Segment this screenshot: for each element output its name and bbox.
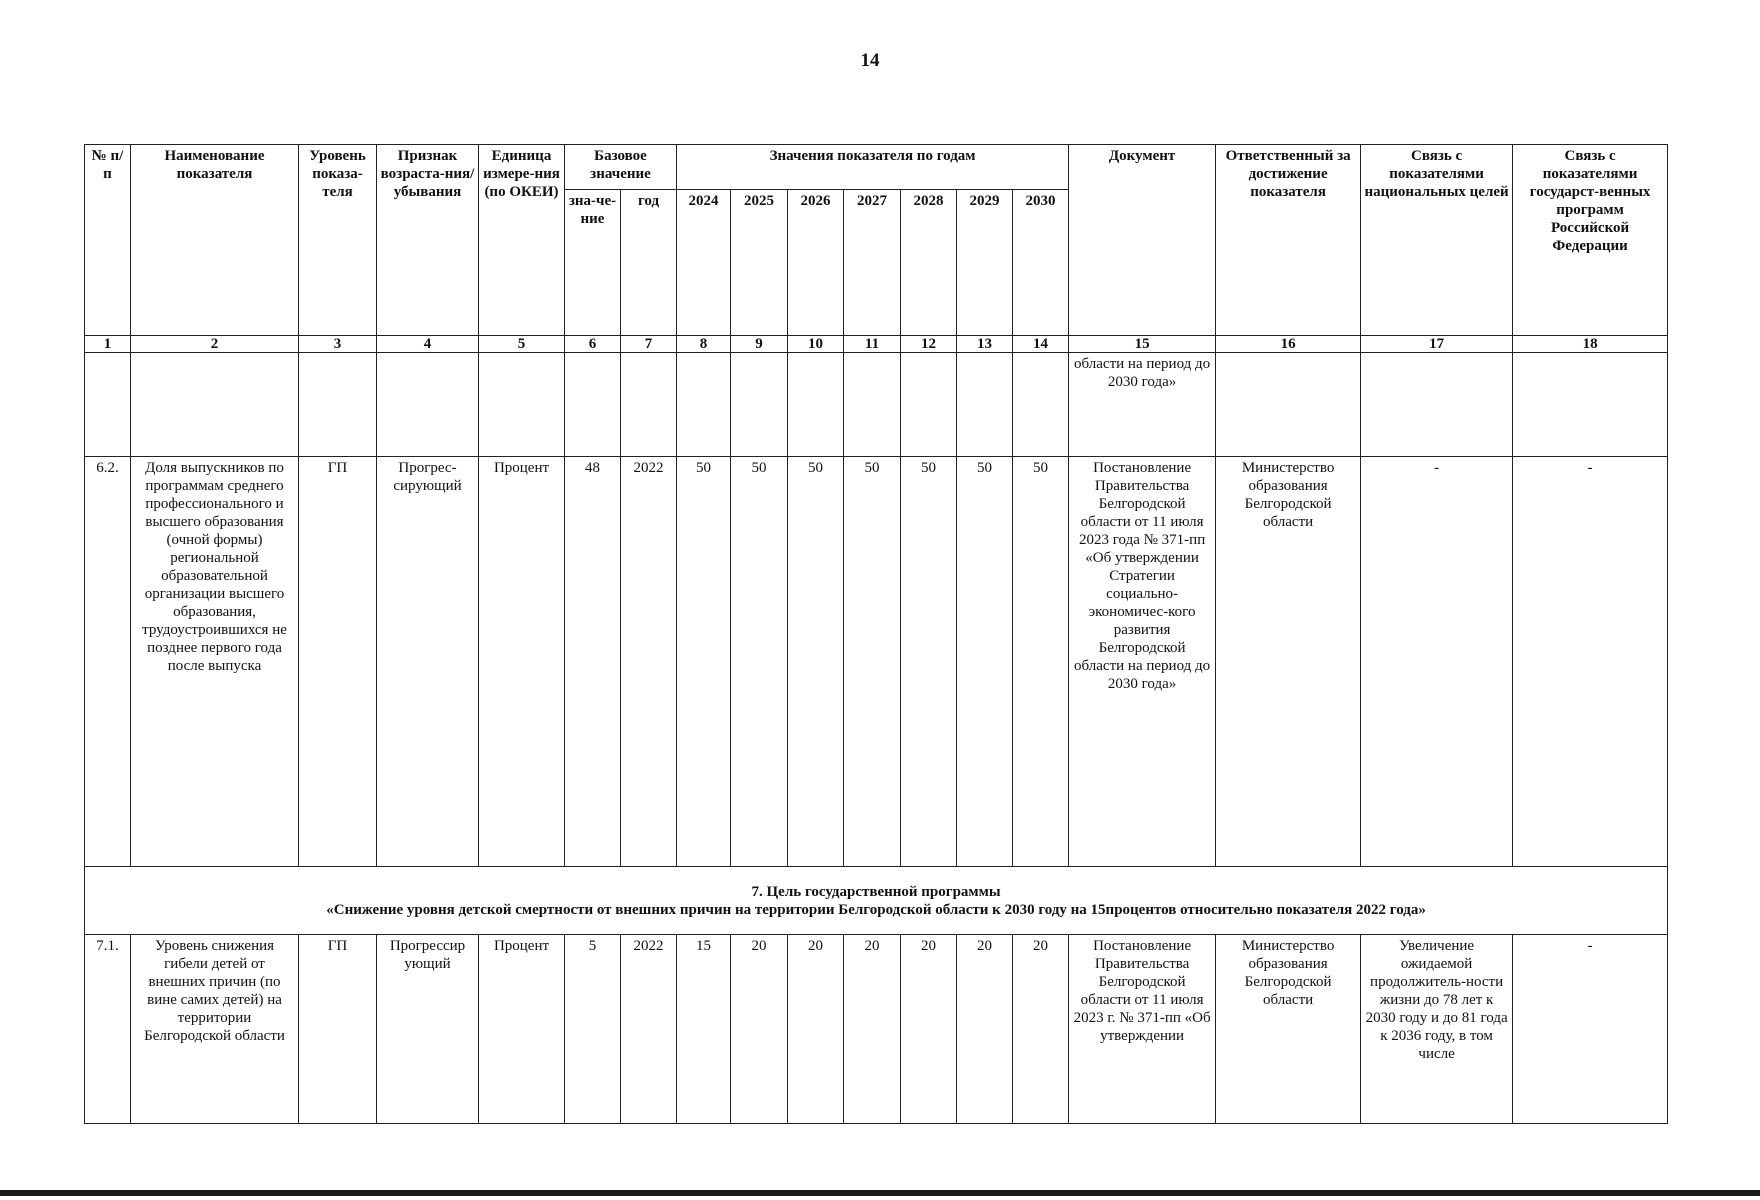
responsible-cell: Министерство образования Белгородской области (1216, 457, 1361, 867)
year-value: 50 (957, 457, 1013, 867)
header-responsible: Ответственный за достижение показателя (1216, 145, 1361, 336)
column-number: 7 (621, 336, 677, 353)
table-cell (731, 353, 788, 457)
table-cell (377, 353, 479, 457)
goal-cell (85, 867, 1668, 935)
goal-title: 7. Цель государственной программы (751, 883, 1001, 900)
indicator-trend: Прогрес-сирующий (377, 457, 479, 867)
year-value: 50 (1013, 457, 1069, 867)
column-number: 13 (957, 336, 1013, 353)
header-state-programs: Связь с показателями государст-венных программ Российской Федерации (1513, 145, 1668, 336)
year-value: 50 (901, 457, 957, 867)
header-trend: Признак возраста-ния/ убывания (377, 145, 479, 336)
table-row (85, 935, 1668, 1124)
column-number: 5 (479, 336, 565, 353)
indicator-name: Уровень снижения гибели детей от внешних причин (по вине самих детей) на территории Белгородской области (131, 935, 299, 1124)
year-value: 20 (844, 935, 901, 1124)
header-name: Наименование показателя (131, 145, 299, 336)
year-value: 20 (901, 935, 957, 1124)
column-number: 3 (299, 336, 377, 353)
row-number: 7.1. (85, 935, 131, 1124)
column-number: 15 (1069, 336, 1216, 353)
column-number: 17 (1361, 336, 1513, 353)
national-goals-cell: Увеличение ожидаемой продолжитель-ности жизни до 78 лет к 2030 году и до 81 года к 2036 году, в том числе (1361, 935, 1513, 1124)
table-cell (1013, 353, 1069, 457)
document-cell: Постановление Правительства Белгородской области от 11 июля 2023 года № 371-пп «Об утверждении Стратегии социально-экономичес-кого развития Белгородской области на период до 2030 года» (1069, 457, 1216, 867)
table-cell (621, 353, 677, 457)
table-cell (788, 353, 844, 457)
indicator-trend: Прогрессир ующий (377, 935, 479, 1124)
column-number: 11 (844, 336, 901, 353)
base-year: 2022 (621, 935, 677, 1124)
state-programs-cell: - (1513, 935, 1668, 1124)
year-value: 50 (844, 457, 901, 867)
header-document: Документ (1069, 145, 1216, 336)
header-year: 2030 (1013, 190, 1069, 336)
table-cell (844, 353, 901, 457)
year-value: 15 (677, 935, 731, 1124)
table-cell (85, 353, 131, 457)
table-cell (131, 353, 299, 457)
table-cell (677, 353, 731, 457)
header-level: Уровень показа-теля (299, 145, 377, 336)
column-number: 18 (1513, 336, 1668, 353)
header-national-goals: Связь с показателями национальных целей (1361, 145, 1513, 336)
page-number: 14 (860, 50, 880, 71)
table-row (85, 353, 1668, 457)
header-year: 2028 (901, 190, 957, 336)
column-number: 14 (1013, 336, 1069, 353)
column-number: 10 (788, 336, 844, 353)
column-number-row (85, 336, 1668, 353)
base-value: 5 (565, 935, 621, 1124)
scan-edge-bar (0, 1190, 1760, 1196)
header-year: 2029 (957, 190, 1013, 336)
header-base-year: год (621, 190, 677, 336)
year-value: 20 (788, 935, 844, 1124)
header-base-value: зна-че-ние (565, 190, 621, 336)
base-value: 48 (565, 457, 621, 867)
year-value: 50 (788, 457, 844, 867)
indicator-unit: Процент (479, 935, 565, 1124)
year-value: 20 (957, 935, 1013, 1124)
state-programs-cell: - (1513, 457, 1668, 867)
row-number: 6.2. (85, 457, 131, 867)
header-no: № п/п (85, 145, 131, 336)
table-row (85, 457, 1668, 867)
document-cell: Постановление Правительства Белгородской области от 11 июля 2023 г. № 371-пп «Об утверждении (1069, 935, 1216, 1124)
column-number: 16 (1216, 336, 1361, 353)
year-value: 20 (731, 935, 788, 1124)
column-number: 2 (131, 336, 299, 353)
document-cell: области на период до 2030 года» (1069, 353, 1216, 457)
column-number: 4 (377, 336, 479, 353)
column-number: 1 (85, 336, 131, 353)
indicator-unit: Процент (479, 457, 565, 867)
table-cell (299, 353, 377, 457)
table-cell (1361, 353, 1513, 457)
column-number: 12 (901, 336, 957, 353)
header-year: 2024 (677, 190, 731, 336)
column-number: 9 (731, 336, 788, 353)
header-unit: Единица измере-ния (по ОКЕИ) (479, 145, 565, 336)
header-values-by-year: Значения показателя по годам (677, 145, 1069, 190)
indicators-table (84, 144, 1668, 1124)
header-row-top (85, 145, 1668, 190)
indicator-level: ГП (299, 935, 377, 1124)
column-number: 6 (565, 336, 621, 353)
table-cell (957, 353, 1013, 457)
year-value: 50 (731, 457, 788, 867)
responsible-cell: Министерство образования Белгородской области (1216, 935, 1361, 1124)
header-year: 2027 (844, 190, 901, 336)
header-year: 2025 (731, 190, 788, 336)
table-cell (565, 353, 621, 457)
header-year: 2026 (788, 190, 844, 336)
table-cell (1216, 353, 1361, 457)
table-cell (901, 353, 957, 457)
column-number: 8 (677, 336, 731, 353)
goal-text: «Снижение уровня детской смертности от внешних причин на территории Белгородской области к 2030 году на 15процентов относительно показателя 2022 года» (326, 901, 1426, 918)
base-year: 2022 (621, 457, 677, 867)
table-cell (1513, 353, 1668, 457)
year-value: 20 (1013, 935, 1069, 1124)
goal-row (85, 867, 1668, 935)
year-value: 50 (677, 457, 731, 867)
header-base: Базовое значение (565, 145, 677, 190)
indicator-level: ГП (299, 457, 377, 867)
national-goals-cell: - (1361, 457, 1513, 867)
table-cell (479, 353, 565, 457)
indicator-name: Доля выпускников по программам среднего профессионального и высшего образования (очной формы) региональной образовательной организации высшего образования, трудоустроившихся не позднее первого года после выпуска (131, 457, 299, 867)
